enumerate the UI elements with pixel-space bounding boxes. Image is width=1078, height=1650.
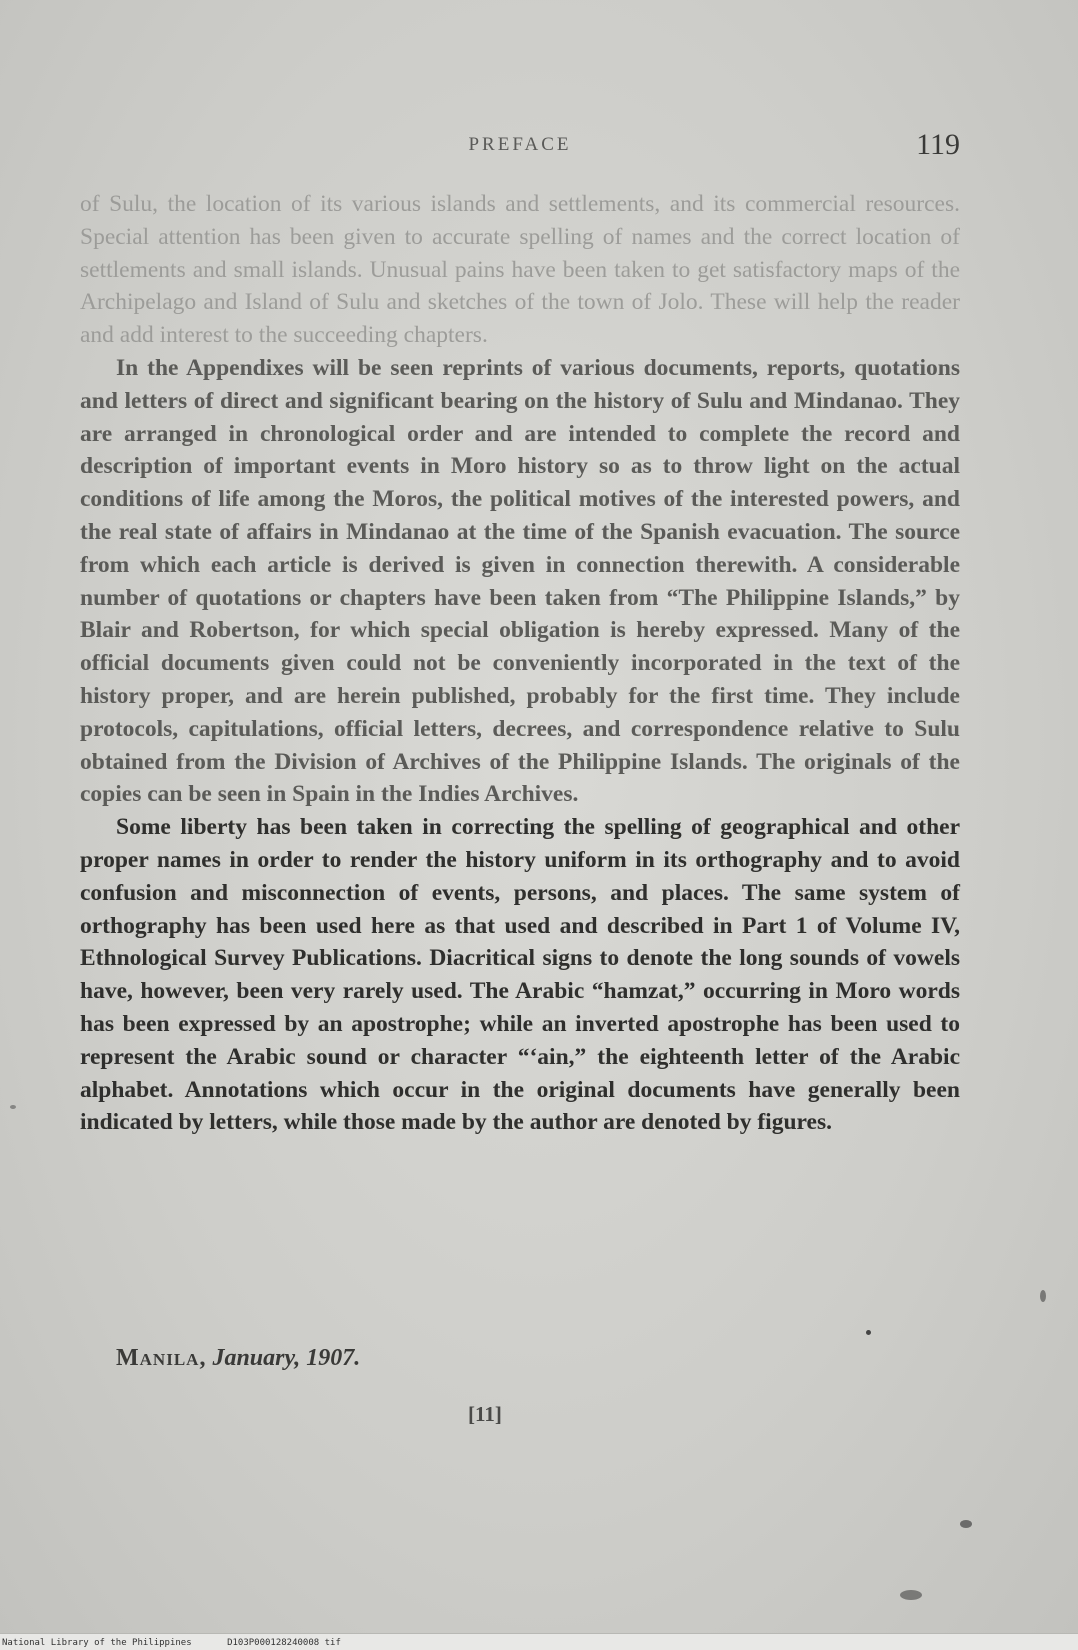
paragraph-orthography: Some liberty has been taken in correcting the spelling of geographical and other proper names in order to render the history uniform in its orthography and to avoid confusion and misconnection of events, persons, and places. The same system of orthography has been used here as that used and described in Part 1 of Volume IV, Ethnological Survey Publications. Diacritical signs to denote the long sounds of vowels have, however, been very rarely used. The Arabic “hamzat,” occurring in Moro words has been expressed by an apostrophe; while an inverted apostrophe has been used to represent the Arabic sound or character “‘ain,” the eighteenth letter of the Arabic alphabet. Annotations which occur in the original documents have generally been indicated by letters, while those made by the author are denoted by figures.	[80, 814, 960, 1136]
footer-library: National Library of the Philippines	[2, 1638, 192, 1648]
paragraph-continuation: of Sulu, the location of its various islands and settlements, and its commercial resources. Special attention has been given to accurate spelling of names and the correct location of settlements and small islands. Unusual pains have been taken to get satisfactory maps of the Archipelago and Island of Sulu and sketches of the town of Jolo. These will help the reader and add interest to the succeeding chapters.	[80, 191, 960, 349]
footer-bar	[0, 1633, 1078, 1650]
page-header	[80, 128, 960, 168]
scan-speck	[900, 1590, 922, 1600]
running-head: PREFACE	[468, 134, 572, 155]
roman-page-number: [11]	[468, 1402, 502, 1426]
body-text	[80, 188, 960, 1139]
scan-speck	[10, 1105, 16, 1109]
signature-place: Manila,	[116, 1345, 207, 1371]
paragraph-appendixes: In the Appendixes will be seen reprints of various documents, reports, quotations and letters of direct and significant bearing on the history of Sulu and Mindanao. They are arranged in chronological order and are intended to complete the record and description of important events in Moro history so as to throw light on the actual conditions of life among the Moros, the political motives of the interested powers, and the real state of affairs in Mindanao at the time of the Spanish evacuation. The source from which each article is derived is given in connection therewith. A considerable number of quotations or chapters have been taken from “The Philippine Islands,” by Blair and Robertson, for which special obligation is hereby expressed. Many of the official documents given could not be conveniently incorporated in the text of the history proper, and are herein published, probably for the first time. They include protocols, capitulations, official letters, decrees, and correspondence relative to Sulu obtained from the Division of Archives of the Philippine Islands. The originals of the copies can be seen in Spain in the Indies Archives.	[80, 354, 960, 808]
scan-speck	[1040, 1290, 1046, 1302]
footer-file: D103P000128240008 tif	[227, 1638, 341, 1648]
signature-line	[116, 1345, 360, 1372]
scan-speck	[960, 1520, 972, 1528]
scan-speck	[866, 1330, 871, 1335]
footer-line	[2, 1638, 371, 1648]
page-number: 119	[916, 128, 960, 161]
signature-date: January, 1907.	[212, 1345, 361, 1371]
